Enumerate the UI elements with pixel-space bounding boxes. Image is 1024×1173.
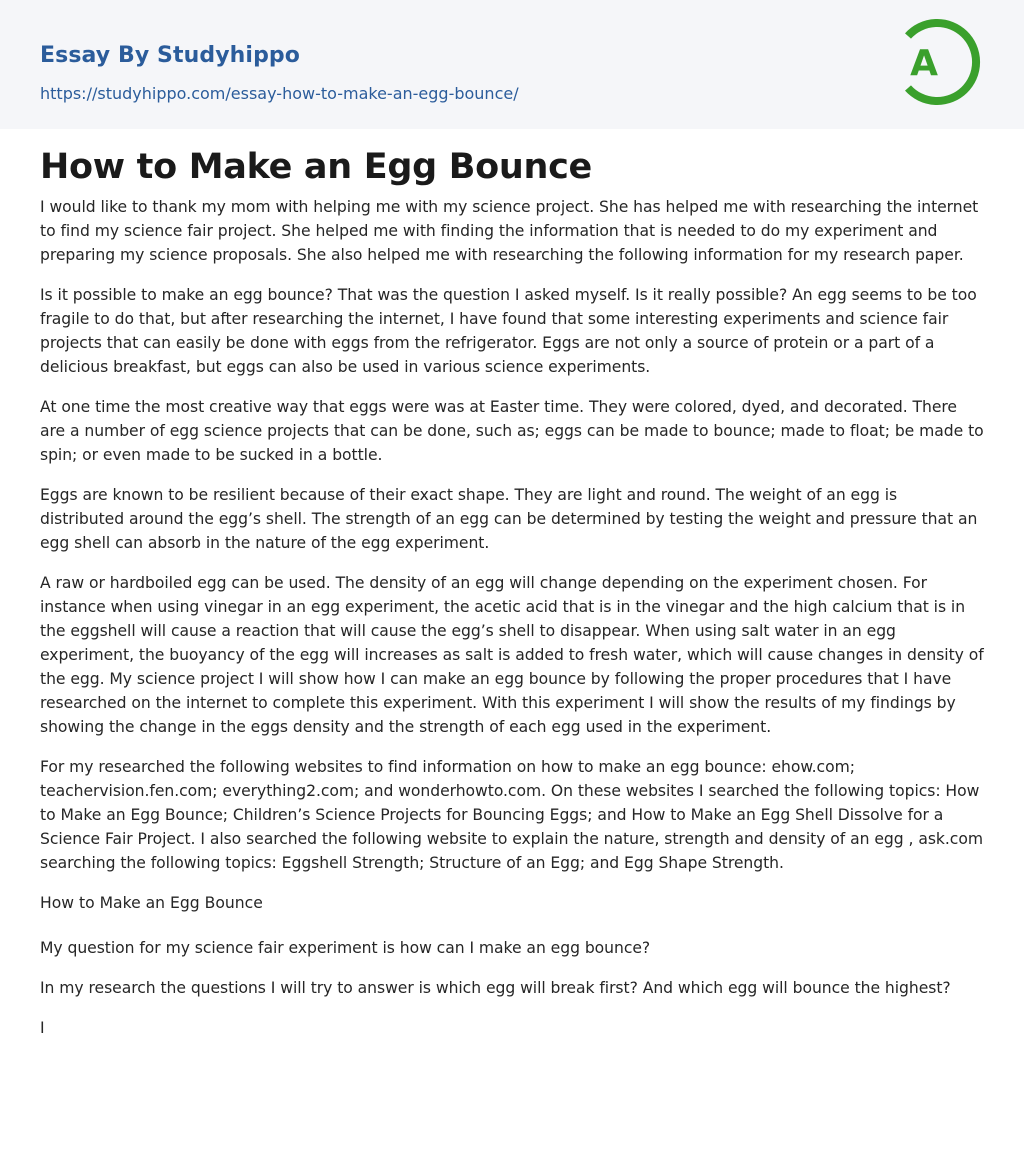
paragraph: For my researched the following websites to find information on how to make an egg bounce: ehow.com; teachervision.fen.com; everything2.com; and wonderhowto.com. On these websites I searched the following topics: How to Make an Egg Bounce; Children’s Science Projects for Bouncing Eggs; and How to Make an Egg Shell Dissolve for a Science Fair Project. I also searched the following website to explain the nature, strength and density of an egg , ask.com searching the following topics: Eggshell Strength; Structure of an Egg; and Egg Shape Strength.: [40, 758, 983, 872]
article-body: [0, 129, 1024, 1040]
paragraph: I: [40, 1019, 45, 1037]
paragraph: In my research the questions I will try to answer is which egg will break first? And which egg will bounce the highest?: [40, 979, 951, 997]
page-title: How to Make an Egg Bounce: [40, 147, 592, 187]
article-url-link[interactable]: https://studyhippo.com/essay-how-to-make-an-egg-bounce/: [40, 84, 519, 103]
paragraph: I would like to thank my mom with helping me with my science project. She has helped me with researching the internet to find my science fair project. She helped me with finding the information that is needed to do my experiment and preparing my science proposals. She also helped me with researching the following information for my research paper.: [40, 198, 979, 264]
section-subheading: How to Make an Egg Bounce: [40, 894, 263, 912]
site-title: Essay By Studyhippo: [40, 43, 300, 68]
paragraph: Is it possible to make an egg bounce? That was the question I asked myself. Is it really possible? An egg seems to be too fragile to do that, but after researching the internet, I have found that some interesting experiments and science fair projects that can easily be done with eggs from the refrigerator. Eggs are not only a source of protein or a part of a delicious breakfast, but eggs can also be used in various science experiments.: [40, 286, 977, 376]
studyhippo-logo-icon[interactable]: [899, 19, 985, 105]
paragraph: At one time the most creative way that eggs were was at Easter time. They were colored, dyed, and decorated. There are a number of egg science projects that can be done, such as; eggs can be made to bounce; made to float; be made to spin; or even made to be sucked in a bottle.: [40, 398, 984, 464]
paragraph: A raw or hardboiled egg can be used. The density of an egg will change depending on the experiment chosen. For instance when using vinegar in an egg experiment, the acetic acid that is in the vinegar and the high calcium that is in the eggshell will cause a reaction that will cause the egg’s shell to disappear. When using salt water in an egg experiment, the buoyancy of the egg will increases as salt is added to fresh water, which will cause changes in density of the egg. My science project I will show how I can make an egg bounce by following the proper procedures that I have researched on the internet to complete this experiment. With this experiment I will show the results of my findings by showing the change in the eggs density and the strength of each egg used in the experiment.: [40, 574, 984, 736]
paragraph: My question for my science fair experiment is how can I make an egg bounce?: [40, 939, 651, 957]
paragraph: Eggs are known to be resilient because of their exact shape. They are light and round. The weight of an egg is distributed around the egg’s shell. The strength of an egg can be determined by testing the weight and pressure that an egg shell can absorb in the nature of the egg experiment.: [40, 486, 978, 552]
logo-letter: A: [910, 43, 938, 84]
page-header: [0, 0, 1024, 129]
